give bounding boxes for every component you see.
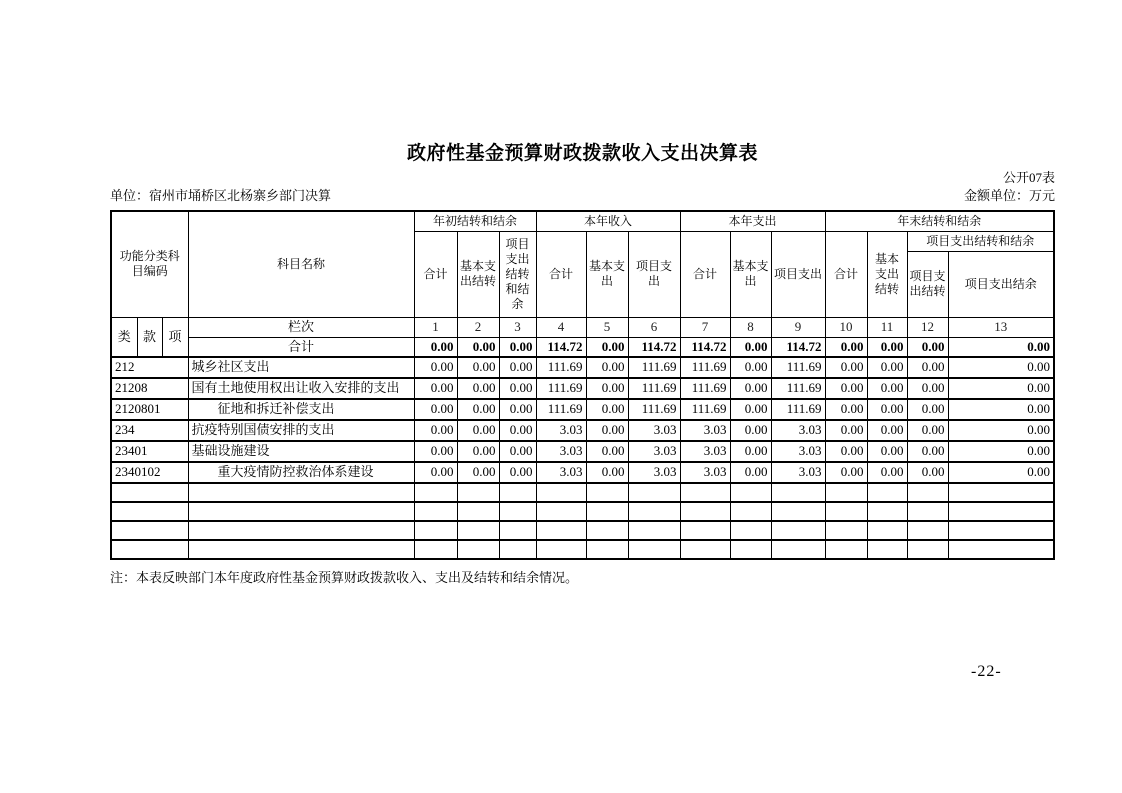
header-ex-basic: 基本支出 <box>730 231 771 317</box>
cell-empty-value <box>457 540 499 559</box>
cell-empty-value <box>948 540 1054 559</box>
cell-empty-value <box>499 540 536 559</box>
cell-value: 0.00 <box>907 399 948 420</box>
header-ye-basic-carryover: 基本支出结转 <box>867 231 907 317</box>
cell-empty-value <box>948 483 1054 502</box>
column-number: 5 <box>586 317 628 337</box>
cell-empty-value <box>867 540 907 559</box>
cell-function-code: 2120801 <box>111 399 188 420</box>
cell-value: 0.00 <box>457 420 499 441</box>
table-code-label: 公开07表 <box>1002 170 1055 185</box>
column-number: 1 <box>414 317 457 337</box>
cell-value: 0.00 <box>586 399 628 420</box>
cell-value: 111.69 <box>536 378 586 399</box>
cell-value: 0.00 <box>948 378 1054 399</box>
cell-value: 0.00 <box>414 420 457 441</box>
header-ex-project: 项目支出 <box>771 231 825 317</box>
document-content <box>110 0 1055 586</box>
cell-value: 0.00 <box>730 441 771 462</box>
cell-value: 0.00 <box>586 462 628 483</box>
cell-value: 111.69 <box>536 357 586 378</box>
cell-empty-value <box>586 521 628 540</box>
cell-empty-value <box>771 521 825 540</box>
cell-value: 0.00 <box>825 420 867 441</box>
cell-value: 0.00 <box>867 462 907 483</box>
cell-empty-value <box>771 483 825 502</box>
total-row <box>111 337 1054 357</box>
cell-value: 0.00 <box>457 357 499 378</box>
cell-empty-value <box>499 521 536 540</box>
cell-value: 0.00 <box>825 441 867 462</box>
table-row <box>111 357 1054 378</box>
cell-value: 0.00 <box>457 441 499 462</box>
cell-empty-name <box>188 521 414 540</box>
cell-subject-name: 国有土地使用权出让收入安排的支出 <box>188 378 414 399</box>
cell-empty-value <box>628 540 680 559</box>
cell-empty-value <box>907 483 948 502</box>
header-yb-basic-carryover: 基本支出结转 <box>457 231 499 317</box>
column-number: 2 <box>457 317 499 337</box>
cell-empty-value <box>948 521 1054 540</box>
cell-empty-value <box>867 502 907 521</box>
cell-empty-value <box>867 483 907 502</box>
table-empty-row <box>111 502 1054 521</box>
cell-empty-value <box>680 521 730 540</box>
cell-subject-name: 城乡社区支出 <box>188 357 414 378</box>
column-number: 4 <box>536 317 586 337</box>
page-title: 政府性基金预算财政拨款收入支出决算表 <box>406 143 758 164</box>
cell-function-code: 234 <box>111 420 188 441</box>
header-function-code: 功能分类科目编码 <box>111 211 188 317</box>
cell-value: 111.69 <box>628 357 680 378</box>
header-group-year-begin: 年初结转和结余 <box>414 211 536 231</box>
table-row <box>111 420 1054 441</box>
cell-value: 3.03 <box>628 441 680 462</box>
cell-subject-name: 抗疫特别国债安排的支出 <box>188 420 414 441</box>
cell-value: 0.00 <box>457 462 499 483</box>
header-group-row <box>111 211 1054 231</box>
cell-value: 0.00 <box>948 357 1054 378</box>
cell-value: 3.03 <box>771 441 825 462</box>
header-group-current-expense: 本年支出 <box>680 211 825 231</box>
cell-empty-code <box>111 483 188 502</box>
cell-value: 0.00 <box>867 378 907 399</box>
cell-empty-value <box>536 521 586 540</box>
cell-empty-value <box>414 521 457 540</box>
cell-empty-value <box>730 502 771 521</box>
cell-value: 0.00 <box>948 441 1054 462</box>
cell-value: 0.00 <box>414 378 457 399</box>
total-row-label: 合计 <box>188 337 414 357</box>
cell-value: 111.69 <box>628 399 680 420</box>
cell-empty-value <box>771 502 825 521</box>
cell-empty-value <box>628 502 680 521</box>
header-ex-total: 合计 <box>680 231 730 317</box>
cell-empty-value <box>907 540 948 559</box>
cell-empty-name <box>188 540 414 559</box>
table-row <box>111 462 1054 483</box>
cell-value: 0.00 <box>730 462 771 483</box>
cell-empty-value <box>825 540 867 559</box>
header-ye-total: 合计 <box>825 231 867 317</box>
cell-value: 0.00 <box>907 441 948 462</box>
header-in-total: 合计 <box>536 231 586 317</box>
column-number: 8 <box>730 317 771 337</box>
cell-subject-name: 重大疫情防控救治体系建设 <box>188 462 414 483</box>
cell-value: 0.00 <box>867 420 907 441</box>
cell-value: 0.00 <box>948 462 1054 483</box>
cell-value: 3.03 <box>628 462 680 483</box>
column-number: 9 <box>771 317 825 337</box>
cell-value: 0.00 <box>586 420 628 441</box>
cell-value: 0.00 <box>867 441 907 462</box>
cell-empty-value <box>628 521 680 540</box>
total-value: 114.72 <box>628 337 680 357</box>
column-number: 12 <box>907 317 948 337</box>
column-number: 11 <box>867 317 907 337</box>
header-in-basic: 基本支出 <box>586 231 628 317</box>
total-value: 0.00 <box>414 337 457 357</box>
cell-empty-value <box>414 483 457 502</box>
cell-empty-value <box>628 483 680 502</box>
cell-empty-value <box>457 502 499 521</box>
total-value: 0.00 <box>825 337 867 357</box>
cell-value: 0.00 <box>825 378 867 399</box>
cell-empty-name <box>188 502 414 521</box>
cell-function-code: 2340102 <box>111 462 188 483</box>
cell-value: 3.03 <box>680 420 730 441</box>
cell-value: 0.00 <box>907 420 948 441</box>
cell-value: 111.69 <box>771 399 825 420</box>
cell-value: 0.00 <box>586 441 628 462</box>
column-index-row <box>111 317 1054 337</box>
header-code-class: 类 <box>111 317 137 357</box>
cell-value: 0.00 <box>948 420 1054 441</box>
header-in-project: 项目支出 <box>628 231 680 317</box>
total-value: 0.00 <box>867 337 907 357</box>
header-code-section: 款 <box>137 317 162 357</box>
cell-value: 0.00 <box>948 399 1054 420</box>
header-ye-project-group: 项目支出结转和结余 <box>907 231 1054 251</box>
cell-empty-code <box>111 540 188 559</box>
column-index-label: 栏次 <box>188 317 414 337</box>
cell-value: 3.03 <box>536 420 586 441</box>
cell-value: 0.00 <box>825 399 867 420</box>
cell-empty-value <box>680 540 730 559</box>
cell-value: 0.00 <box>730 399 771 420</box>
cell-empty-value <box>586 483 628 502</box>
cell-value: 0.00 <box>586 378 628 399</box>
cell-value: 0.00 <box>414 399 457 420</box>
cell-value: 111.69 <box>536 399 586 420</box>
table-empty-row <box>111 483 1054 502</box>
cell-value: 111.69 <box>628 378 680 399</box>
cell-value: 3.03 <box>536 462 586 483</box>
header-ye-project-carryover: 项目支出结转 <box>907 251 948 317</box>
cell-value: 0.00 <box>499 357 536 378</box>
cell-value: 3.03 <box>771 420 825 441</box>
cell-empty-value <box>730 521 771 540</box>
cell-value: 111.69 <box>680 378 730 399</box>
cell-empty-value <box>680 502 730 521</box>
header-group-year-end: 年末结转和结余 <box>825 211 1054 231</box>
cell-value: 3.03 <box>680 441 730 462</box>
cell-subject-name: 基础设施建设 <box>188 441 414 462</box>
page-number: -22- <box>971 663 1002 680</box>
total-value: 0.00 <box>907 337 948 357</box>
cell-value: 0.00 <box>499 399 536 420</box>
cell-empty-value <box>771 540 825 559</box>
cell-value: 3.03 <box>680 462 730 483</box>
cell-empty-value <box>536 483 586 502</box>
cell-value: 0.00 <box>825 357 867 378</box>
cell-empty-value <box>457 521 499 540</box>
cell-empty-value <box>414 502 457 521</box>
total-value: 0.00 <box>499 337 536 357</box>
cell-value: 0.00 <box>867 357 907 378</box>
cell-value: 0.00 <box>457 399 499 420</box>
cell-empty-value <box>680 483 730 502</box>
cell-subject-name: 征地和拆迁补偿支出 <box>188 399 414 420</box>
amount-unit-label: 金额单位：万元 <box>963 188 1055 203</box>
table-row <box>111 378 1054 399</box>
cell-value: 0.00 <box>907 378 948 399</box>
cell-value: 0.00 <box>414 441 457 462</box>
header-ye-project-surplus: 项目支出结余 <box>948 251 1054 317</box>
cell-value: 0.00 <box>499 420 536 441</box>
cell-empty-value <box>536 540 586 559</box>
cell-empty-value <box>907 521 948 540</box>
column-number: 6 <box>628 317 680 337</box>
header-yb-project-carryover: 项目支出结转和结余 <box>499 231 536 317</box>
cell-value: 0.00 <box>867 399 907 420</box>
cell-value: 0.00 <box>907 462 948 483</box>
cell-value: 3.03 <box>771 462 825 483</box>
total-value: 114.72 <box>680 337 730 357</box>
table-row <box>111 399 1054 420</box>
total-value: 0.00 <box>730 337 771 357</box>
total-value: 0.00 <box>457 337 499 357</box>
cell-empty-value <box>730 540 771 559</box>
table-body <box>111 357 1054 559</box>
cell-empty-value <box>907 502 948 521</box>
cell-value: 0.00 <box>457 378 499 399</box>
budget-table <box>110 210 1055 560</box>
table-row <box>111 441 1054 462</box>
cell-empty-value <box>586 502 628 521</box>
cell-empty-value <box>730 483 771 502</box>
column-number: 7 <box>680 317 730 337</box>
cell-empty-value <box>586 540 628 559</box>
cell-value: 0.00 <box>499 378 536 399</box>
cell-empty-value <box>499 502 536 521</box>
cell-empty-name <box>188 483 414 502</box>
cell-value: 0.00 <box>586 357 628 378</box>
cell-empty-code <box>111 502 188 521</box>
cell-empty-value <box>536 502 586 521</box>
total-value: 114.72 <box>536 337 586 357</box>
cell-empty-value <box>948 502 1054 521</box>
header-yb-total: 合计 <box>414 231 457 317</box>
cell-value: 0.00 <box>825 462 867 483</box>
cell-value: 0.00 <box>730 420 771 441</box>
cell-value: 3.03 <box>628 420 680 441</box>
cell-empty-value <box>457 483 499 502</box>
header-group-current-income: 本年收入 <box>536 211 680 231</box>
cell-function-code: 21208 <box>111 378 188 399</box>
cell-value: 0.00 <box>907 357 948 378</box>
cell-empty-value <box>825 521 867 540</box>
table-empty-row <box>111 521 1054 540</box>
header-subject-name: 科目名称 <box>188 211 414 317</box>
cell-function-code: 212 <box>111 357 188 378</box>
total-value: 114.72 <box>771 337 825 357</box>
cell-value: 3.03 <box>536 441 586 462</box>
cell-empty-value <box>867 521 907 540</box>
cell-function-code: 23401 <box>111 441 188 462</box>
cell-empty-code <box>111 521 188 540</box>
total-value: 0.00 <box>586 337 628 357</box>
cell-value: 0.00 <box>499 441 536 462</box>
footnote: 注：本表反映部门本年度政府性基金预算财政拨款收入、支出及结转和结余情况。 <box>110 570 579 585</box>
cell-value: 111.69 <box>680 399 730 420</box>
cell-empty-value <box>414 540 457 559</box>
cell-value: 111.69 <box>771 378 825 399</box>
cell-value: 111.69 <box>771 357 825 378</box>
meta-row <box>110 187 1055 204</box>
total-value: 0.00 <box>948 337 1054 357</box>
cell-value: 111.69 <box>680 357 730 378</box>
cell-value: 0.00 <box>499 462 536 483</box>
unit-label: 单位：宿州市埇桥区北杨寨乡部门决算 <box>110 188 332 203</box>
table-empty-row <box>111 540 1054 559</box>
cell-value: 0.00 <box>414 357 457 378</box>
cell-value: 0.00 <box>414 462 457 483</box>
cell-value: 0.00 <box>730 357 771 378</box>
column-number: 10 <box>825 317 867 337</box>
cell-value: 0.00 <box>730 378 771 399</box>
column-number: 13 <box>948 317 1054 337</box>
cell-empty-value <box>825 502 867 521</box>
column-number: 3 <box>499 317 536 337</box>
cell-empty-value <box>825 483 867 502</box>
header-code-item: 项 <box>162 317 188 357</box>
cell-empty-value <box>499 483 536 502</box>
